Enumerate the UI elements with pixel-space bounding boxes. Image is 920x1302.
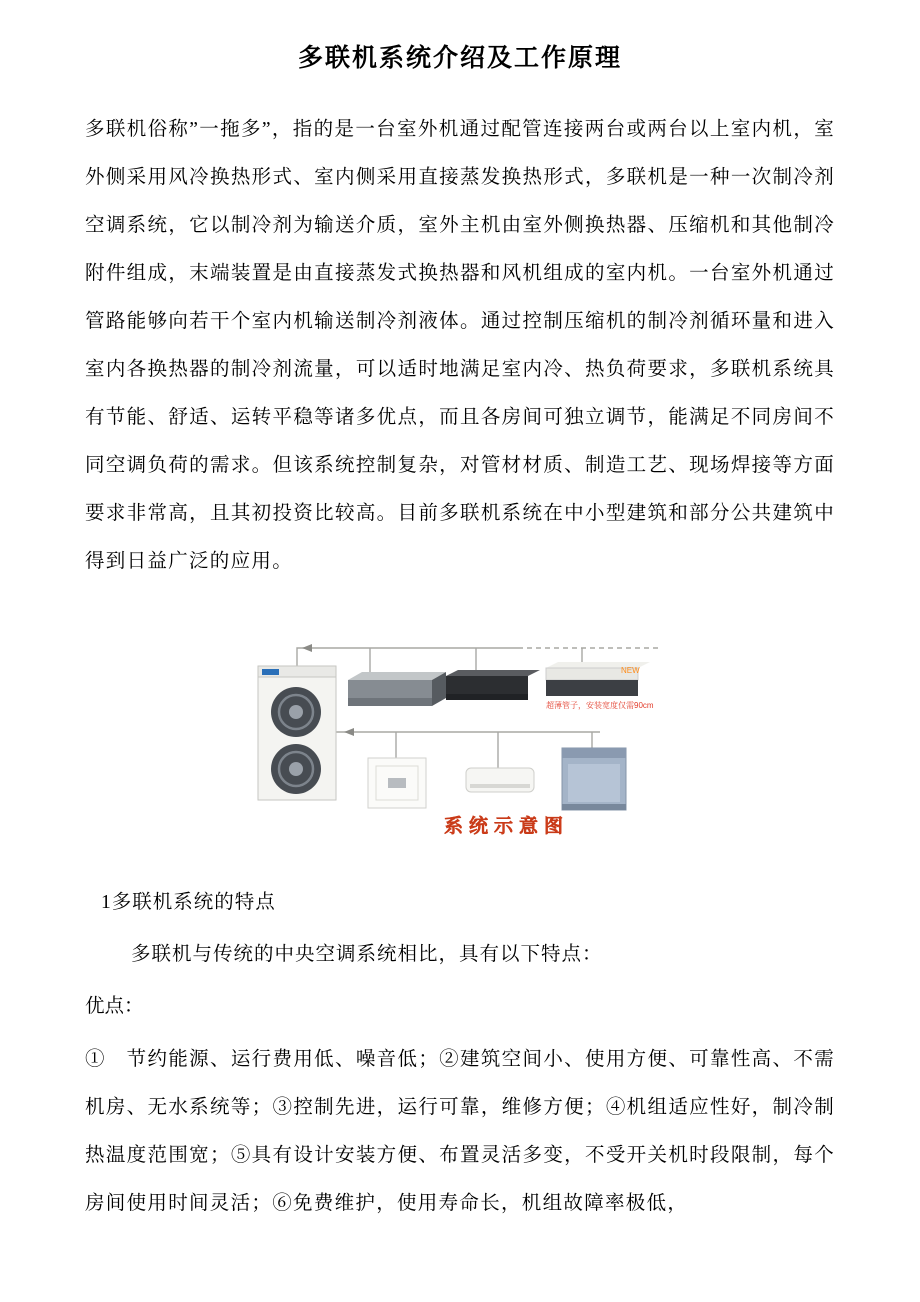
ducted-unit-3 [546, 662, 654, 711]
cassette-unit [368, 758, 426, 808]
wall-mounted-unit [466, 768, 534, 792]
outdoor-unit [258, 666, 336, 800]
system-diagram-figure [0, 640, 920, 844]
ducted-unit-2 [446, 670, 540, 700]
intro-paragraph: 多联机俗称”一拖多”，指的是一台室外机通过配管连接两台或两台以上室内机，室外侧采用风冷换热形式、室内侧采用直接蒸发换热形式，多联机是一种一次制冷剂空调系统，它以制冷剂为输送介质，室外主机由室外侧换热器、压缩机和其他制冷附件组成，末端装置是由直接蒸发式换热器和风机组成的室内机。一台室外机通过管路能够向若干个室内机输送制冷剂液体。通过控制压缩机的制冷剂循环量和进入室内各换热器的制冷剂流量，可以适时地满足室内冷、热负荷要求，多联机系统具有节能、舒适、运转平稳等诸多优点，而且各房间可独立调节，能满足不同房间不同空调负荷的需求。但该系统控制复杂，对管材材质、制造工艺、现场焊接等方面要求非常高，且其初投资比较高。目前多联机系统在中小型建筑和部分公共建筑中得到日益广泛的应用。 [85, 119, 835, 572]
features-heading: 1多联机系统的特点 [101, 892, 276, 913]
diagram-caption: 系统示意图 [444, 816, 570, 837]
advantages-paragraph: ① 节约能源、运行费用低、噪音低；②建筑空间小、使用方便、可靠性高、不需机房、无水系统等；③控制先进，运行可靠，维修方便；④机组适应性好，制冷制热温度范围宽；⑤具有设计安装方便、布置灵活多变，不受开关机时段限制，每个房间使用时间灵活；⑥免费维护，使用寿命长，机组故障率极低， [85, 1049, 835, 1214]
brand-logo [262, 669, 279, 675]
advantages-label: 优点： [85, 996, 144, 1017]
features-intro: 多联机与传统的中央空调系统相比，具有以下特点： [131, 944, 603, 965]
new-badge: NEW [621, 666, 640, 675]
system-diagram [250, 640, 670, 844]
floor-standing-unit [562, 748, 626, 810]
ducted-unit-1 [348, 672, 446, 706]
diagram-note: 超薄管子，安装宽度仅需90cm [546, 701, 654, 710]
document-title: 多联机系统介绍及工作原理 [297, 45, 622, 72]
